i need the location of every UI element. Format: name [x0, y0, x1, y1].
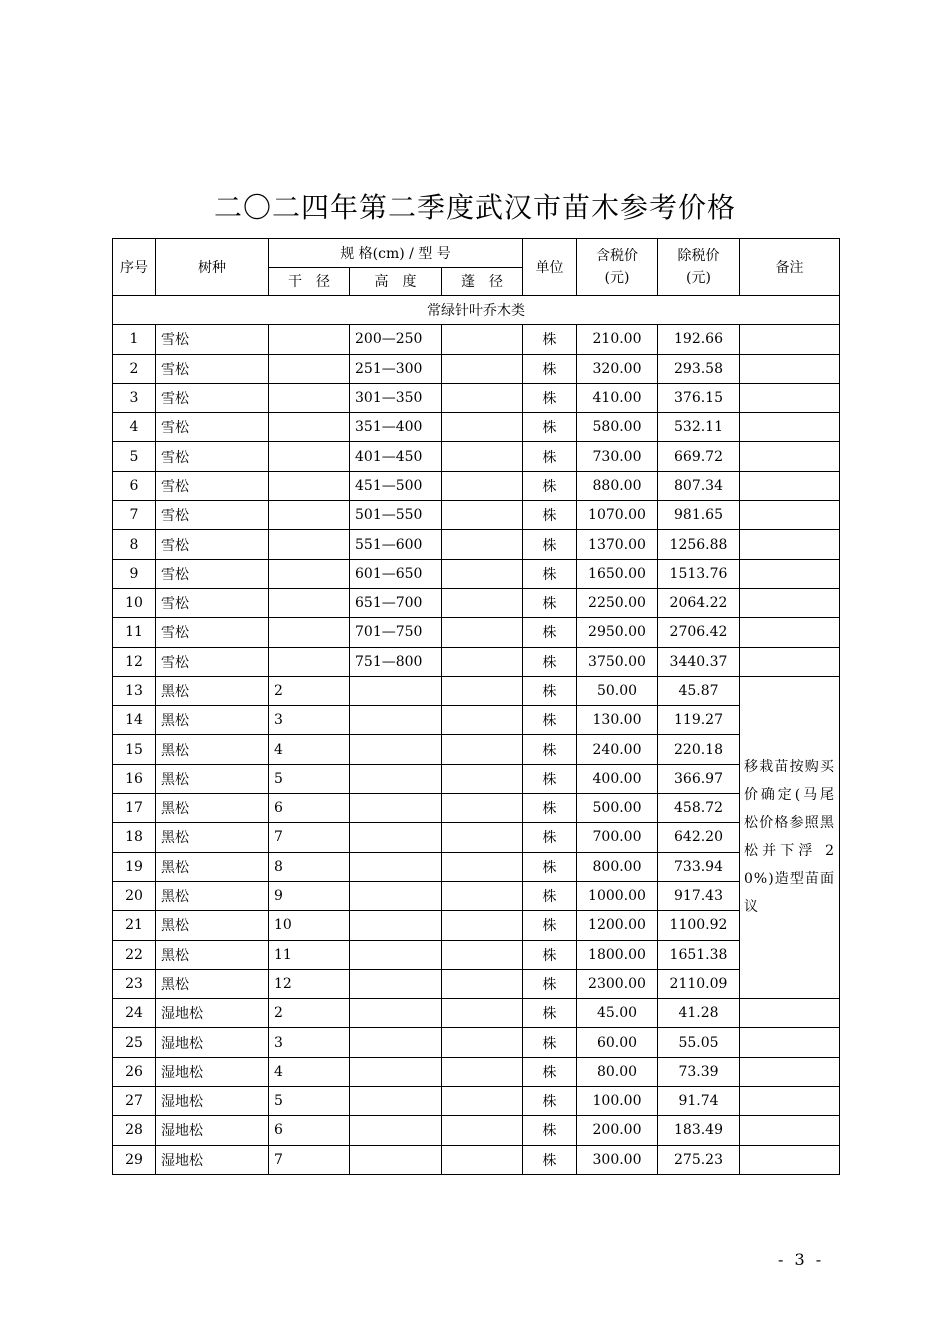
cell-price-notax: 91.74: [658, 1087, 740, 1116]
table-row: [113, 618, 840, 647]
cell-price-tax: 80.00: [577, 1057, 658, 1086]
table-row: [113, 1145, 840, 1174]
cell-height: 200—250: [350, 325, 442, 354]
cell-species: 雪松: [156, 647, 269, 676]
table-row: [113, 325, 840, 354]
cell-crown: [442, 852, 523, 881]
cell-trunk: 8: [269, 852, 350, 881]
cell-crown: [442, 588, 523, 617]
cell-crown: [442, 881, 523, 910]
cell-remark: [740, 647, 840, 676]
header-price-tax: 含税价 (元): [577, 239, 658, 296]
cell-price-notax: 1651.38: [658, 940, 740, 969]
cell-crown: [442, 501, 523, 530]
cell-seq: 20: [113, 881, 156, 910]
cell-seq: 25: [113, 1028, 156, 1057]
cell-seq: 17: [113, 794, 156, 823]
cell-trunk: 4: [269, 1057, 350, 1086]
cell-trunk: [269, 354, 350, 383]
cell-price-notax: 2110.09: [658, 969, 740, 998]
cell-price-tax: 320.00: [577, 354, 658, 383]
cell-remark: [740, 354, 840, 383]
cell-height: [350, 1116, 442, 1145]
cell-species: 湿地松: [156, 1116, 269, 1145]
cell-remark: [740, 1057, 840, 1086]
cell-unit: 株: [523, 940, 577, 969]
cell-seq: 19: [113, 852, 156, 881]
cell-seq: 1: [113, 325, 156, 354]
cell-height: [350, 1087, 442, 1116]
cell-height: 451—500: [350, 471, 442, 500]
cell-seq: 13: [113, 676, 156, 705]
cell-remark: [740, 999, 840, 1028]
cell-remark: [740, 1028, 840, 1057]
cell-unit: 株: [523, 823, 577, 852]
cell-price-tax: 1800.00: [577, 940, 658, 969]
cell-species: 黑松: [156, 823, 269, 852]
table-row: [113, 823, 840, 852]
cell-species: 黑松: [156, 940, 269, 969]
cell-species: 湿地松: [156, 999, 269, 1028]
cell-crown: [442, 911, 523, 940]
table-row: [113, 881, 840, 910]
cell-price-tax: 60.00: [577, 1028, 658, 1057]
cell-species: 雪松: [156, 588, 269, 617]
cell-price-tax: 410.00: [577, 383, 658, 412]
cell-trunk: 4: [269, 735, 350, 764]
cell-crown: [442, 969, 523, 998]
cell-price-tax: 3750.00: [577, 647, 658, 676]
cell-unit: 株: [523, 1057, 577, 1086]
cell-price-notax: 1256.88: [658, 530, 740, 559]
cell-price-notax: 220.18: [658, 735, 740, 764]
cell-price-tax: 700.00: [577, 823, 658, 852]
cell-trunk: 3: [269, 706, 350, 735]
cell-seq: 28: [113, 1116, 156, 1145]
cell-trunk: [269, 413, 350, 442]
table-row: [113, 383, 840, 412]
cell-unit: 株: [523, 735, 577, 764]
cell-price-tax: 210.00: [577, 325, 658, 354]
cell-species: 雪松: [156, 559, 269, 588]
cell-seq: 29: [113, 1145, 156, 1174]
cell-unit: 株: [523, 1145, 577, 1174]
price-table: [112, 238, 840, 1175]
cell-seq: 4: [113, 413, 156, 442]
cell-trunk: [269, 618, 350, 647]
cell-trunk: [269, 442, 350, 471]
cell-height: [350, 1057, 442, 1086]
cell-remark: [740, 618, 840, 647]
cell-species: 黑松: [156, 881, 269, 910]
cell-price-notax: 917.43: [658, 881, 740, 910]
cell-crown: [442, 706, 523, 735]
cell-height: [350, 735, 442, 764]
cell-species: 黑松: [156, 676, 269, 705]
cell-price-notax: 458.72: [658, 794, 740, 823]
cell-price-tax: 130.00: [577, 706, 658, 735]
cell-species: 湿地松: [156, 1028, 269, 1057]
cell-remark: [740, 325, 840, 354]
cell-height: [350, 794, 442, 823]
cell-trunk: [269, 530, 350, 559]
cell-seq: 18: [113, 823, 156, 852]
cell-price-notax: 192.66: [658, 325, 740, 354]
cell-trunk: [269, 471, 350, 500]
cell-height: [350, 1028, 442, 1057]
cell-trunk: 5: [269, 1087, 350, 1116]
cell-trunk: 11: [269, 940, 350, 969]
cell-price-tax: 240.00: [577, 735, 658, 764]
table-row: [113, 999, 840, 1028]
cell-price-tax: 100.00: [577, 1087, 658, 1116]
cell-price-notax: 183.49: [658, 1116, 740, 1145]
remark-cell: 移栽苗按购买价确定(马尾松价格参照黑松并下浮 20%)造型苗面议: [740, 676, 840, 998]
cell-unit: 株: [523, 413, 577, 442]
cell-crown: [442, 354, 523, 383]
cell-unit: 株: [523, 647, 577, 676]
cell-crown: [442, 999, 523, 1028]
cell-price-notax: 376.15: [658, 383, 740, 412]
cell-height: 301—350: [350, 383, 442, 412]
cell-unit: 株: [523, 354, 577, 383]
cell-crown: [442, 794, 523, 823]
cell-seq: 9: [113, 559, 156, 588]
cell-remark: [740, 501, 840, 530]
cell-species: 湿地松: [156, 1145, 269, 1174]
cell-price-tax: 45.00: [577, 999, 658, 1028]
cell-height: [350, 676, 442, 705]
cell-price-notax: 981.65: [658, 501, 740, 530]
cell-remark: [740, 471, 840, 500]
cell-species: 雪松: [156, 618, 269, 647]
cell-unit: 株: [523, 1087, 577, 1116]
cell-price-notax: 293.58: [658, 354, 740, 383]
cell-species: 黑松: [156, 852, 269, 881]
cell-height: 701—750: [350, 618, 442, 647]
cell-crown: [442, 559, 523, 588]
cell-price-tax: 400.00: [577, 764, 658, 793]
cell-price-notax: 2064.22: [658, 588, 740, 617]
cell-price-tax: 1200.00: [577, 911, 658, 940]
table-row: [113, 1057, 840, 1086]
cell-price-tax: 1070.00: [577, 501, 658, 530]
cell-price-tax: 880.00: [577, 471, 658, 500]
cell-price-tax: 1650.00: [577, 559, 658, 588]
cell-species: 湿地松: [156, 1057, 269, 1086]
cell-trunk: 7: [269, 823, 350, 852]
header-remark: 备注: [740, 239, 840, 296]
cell-species: 雪松: [156, 530, 269, 559]
cell-unit: 株: [523, 471, 577, 500]
cell-crown: [442, 1116, 523, 1145]
header-seq: 序号: [113, 239, 156, 296]
table-row: [113, 735, 840, 764]
header-trunk: 干 径: [269, 267, 350, 296]
cell-seq: 2: [113, 354, 156, 383]
cell-height: 251—300: [350, 354, 442, 383]
cell-seq: 15: [113, 735, 156, 764]
table-row: [113, 501, 840, 530]
cell-seq: 3: [113, 383, 156, 412]
cell-price-tax: 1370.00: [577, 530, 658, 559]
cell-trunk: 6: [269, 794, 350, 823]
cell-height: 551—600: [350, 530, 442, 559]
table-row: [113, 413, 840, 442]
header-crown: 蓬 径: [442, 267, 523, 296]
cell-trunk: 6: [269, 1116, 350, 1145]
cell-unit: 株: [523, 969, 577, 998]
cell-unit: 株: [523, 501, 577, 530]
cell-seq: 16: [113, 764, 156, 793]
cell-height: [350, 911, 442, 940]
cell-height: 501—550: [350, 501, 442, 530]
cell-crown: [442, 413, 523, 442]
table-row: [113, 852, 840, 881]
table-row: [113, 530, 840, 559]
cell-price-tax: 730.00: [577, 442, 658, 471]
cell-species: 黑松: [156, 969, 269, 998]
cell-species: 黑松: [156, 764, 269, 793]
table-row: [113, 911, 840, 940]
cell-crown: [442, 325, 523, 354]
header-spec: 规 格(cm) / 型 号: [269, 239, 523, 268]
cell-price-tax: 2300.00: [577, 969, 658, 998]
cell-height: 351—400: [350, 413, 442, 442]
cell-seq: 6: [113, 471, 156, 500]
table-row: [113, 354, 840, 383]
cell-unit: 株: [523, 559, 577, 588]
cell-species: 雪松: [156, 354, 269, 383]
cell-crown: [442, 647, 523, 676]
table-row: [113, 1028, 840, 1057]
cell-remark: [740, 1087, 840, 1116]
cell-price-notax: 275.23: [658, 1145, 740, 1174]
cell-unit: 株: [523, 618, 577, 647]
cell-trunk: 7: [269, 1145, 350, 1174]
cell-species: 雪松: [156, 383, 269, 412]
cell-unit: 株: [523, 676, 577, 705]
cell-remark: [740, 413, 840, 442]
cell-species: 雪松: [156, 501, 269, 530]
cell-species: 黑松: [156, 911, 269, 940]
table-row: [113, 794, 840, 823]
header-unit: 单位: [523, 239, 577, 296]
cell-species: 雪松: [156, 471, 269, 500]
cell-remark: [740, 559, 840, 588]
cell-seq: 10: [113, 588, 156, 617]
cell-remark: [740, 1145, 840, 1174]
cell-price-notax: 55.05: [658, 1028, 740, 1057]
cell-height: 651—700: [350, 588, 442, 617]
cell-trunk: [269, 647, 350, 676]
cell-price-notax: 1100.92: [658, 911, 740, 940]
cell-price-notax: 119.27: [658, 706, 740, 735]
cell-unit: 株: [523, 852, 577, 881]
cell-price-tax: 2250.00: [577, 588, 658, 617]
cell-unit: 株: [523, 1028, 577, 1057]
cell-seq: 26: [113, 1057, 156, 1086]
cell-species: 黑松: [156, 735, 269, 764]
cell-height: [350, 940, 442, 969]
cell-unit: 株: [523, 881, 577, 910]
cell-price-notax: 45.87: [658, 676, 740, 705]
cell-price-notax: 669.72: [658, 442, 740, 471]
cell-price-notax: 1513.76: [658, 559, 740, 588]
cell-price-tax: 50.00: [577, 676, 658, 705]
cell-unit: 株: [523, 1116, 577, 1145]
cell-height: [350, 881, 442, 910]
cell-seq: 21: [113, 911, 156, 940]
cell-crown: [442, 823, 523, 852]
table-row: [113, 1087, 840, 1116]
cell-species: 雪松: [156, 442, 269, 471]
cell-unit: 株: [523, 530, 577, 559]
cell-trunk: 5: [269, 764, 350, 793]
cell-crown: [442, 1087, 523, 1116]
cell-seq: 8: [113, 530, 156, 559]
cell-crown: [442, 442, 523, 471]
cell-crown: [442, 530, 523, 559]
cell-species: 雪松: [156, 413, 269, 442]
table-row: [113, 442, 840, 471]
table-header: [113, 239, 840, 296]
cell-height: [350, 764, 442, 793]
cell-unit: 株: [523, 706, 577, 735]
table-row: [113, 1116, 840, 1145]
cell-price-notax: 532.11: [658, 413, 740, 442]
cell-unit: 株: [523, 999, 577, 1028]
table-row: [113, 588, 840, 617]
cell-height: [350, 999, 442, 1028]
cell-trunk: 3: [269, 1028, 350, 1057]
table-row: [113, 969, 840, 998]
cell-crown: [442, 676, 523, 705]
cell-remark: [740, 383, 840, 412]
cell-seq: 12: [113, 647, 156, 676]
cell-price-tax: 1000.00: [577, 881, 658, 910]
cell-crown: [442, 618, 523, 647]
cell-unit: 株: [523, 588, 577, 617]
cell-crown: [442, 383, 523, 412]
cell-price-notax: 2706.42: [658, 618, 740, 647]
cell-crown: [442, 1145, 523, 1174]
cell-seq: 24: [113, 999, 156, 1028]
cell-species: 雪松: [156, 325, 269, 354]
cell-price-tax: 2950.00: [577, 618, 658, 647]
cell-height: [350, 706, 442, 735]
cell-crown: [442, 940, 523, 969]
cell-crown: [442, 1057, 523, 1086]
page-title: 二〇二四年第二季度武汉市苗木参考价格: [213, 191, 736, 224]
cell-crown: [442, 471, 523, 500]
cell-trunk: 10: [269, 911, 350, 940]
cell-trunk: 9: [269, 881, 350, 910]
cell-unit: 株: [523, 794, 577, 823]
cell-seq: 14: [113, 706, 156, 735]
header-price-notax: 除税价 (元): [658, 239, 740, 296]
cell-height: [350, 823, 442, 852]
table-row: [113, 559, 840, 588]
cell-seq: 23: [113, 969, 156, 998]
cell-price-notax: 41.28: [658, 999, 740, 1028]
cell-remark: [740, 1116, 840, 1145]
cell-height: 401—450: [350, 442, 442, 471]
cell-trunk: 2: [269, 676, 350, 705]
cell-unit: 株: [523, 325, 577, 354]
cell-price-notax: 73.39: [658, 1057, 740, 1086]
cell-trunk: 12: [269, 969, 350, 998]
cell-species: 黑松: [156, 706, 269, 735]
cell-trunk: [269, 559, 350, 588]
cell-trunk: 2: [269, 999, 350, 1028]
cell-trunk: [269, 588, 350, 617]
table-row: [113, 471, 840, 500]
cell-trunk: [269, 325, 350, 354]
header-height: 高 度: [350, 267, 442, 296]
cell-crown: [442, 1028, 523, 1057]
cell-crown: [442, 764, 523, 793]
cell-remark: [740, 442, 840, 471]
cell-unit: 株: [523, 911, 577, 940]
cell-price-tax: 300.00: [577, 1145, 658, 1174]
cell-price-tax: 500.00: [577, 794, 658, 823]
section-title: 常绿针叶乔木类: [113, 296, 840, 325]
cell-seq: 5: [113, 442, 156, 471]
cell-remark: [740, 530, 840, 559]
cell-price-notax: 642.20: [658, 823, 740, 852]
table-row: [113, 940, 840, 969]
table-row: [113, 676, 840, 705]
cell-species: 湿地松: [156, 1087, 269, 1116]
table-row: [113, 764, 840, 793]
cell-unit: 株: [523, 764, 577, 793]
cell-height: 601—650: [350, 559, 442, 588]
cell-price-tax: 200.00: [577, 1116, 658, 1145]
cell-height: [350, 969, 442, 998]
cell-species: 黑松: [156, 794, 269, 823]
cell-seq: 7: [113, 501, 156, 530]
cell-price-tax: 800.00: [577, 852, 658, 881]
table-body: [113, 296, 840, 1175]
cell-unit: 株: [523, 383, 577, 412]
cell-trunk: [269, 383, 350, 412]
cell-height: 751—800: [350, 647, 442, 676]
cell-seq: 27: [113, 1087, 156, 1116]
cell-height: [350, 852, 442, 881]
cell-seq: 11: [113, 618, 156, 647]
cell-price-notax: 807.34: [658, 471, 740, 500]
cell-crown: [442, 735, 523, 764]
cell-price-notax: 366.97: [658, 764, 740, 793]
cell-price-notax: 733.94: [658, 852, 740, 881]
cell-price-tax: 580.00: [577, 413, 658, 442]
cell-remark: [740, 588, 840, 617]
table-row: [113, 647, 840, 676]
header-species: 树种: [156, 239, 269, 296]
table-row: [113, 706, 840, 735]
cell-trunk: [269, 501, 350, 530]
page-number: - 3 -: [778, 1250, 825, 1269]
cell-unit: 株: [523, 442, 577, 471]
cell-seq: 22: [113, 940, 156, 969]
cell-height: [350, 1145, 442, 1174]
cell-price-notax: 3440.37: [658, 647, 740, 676]
